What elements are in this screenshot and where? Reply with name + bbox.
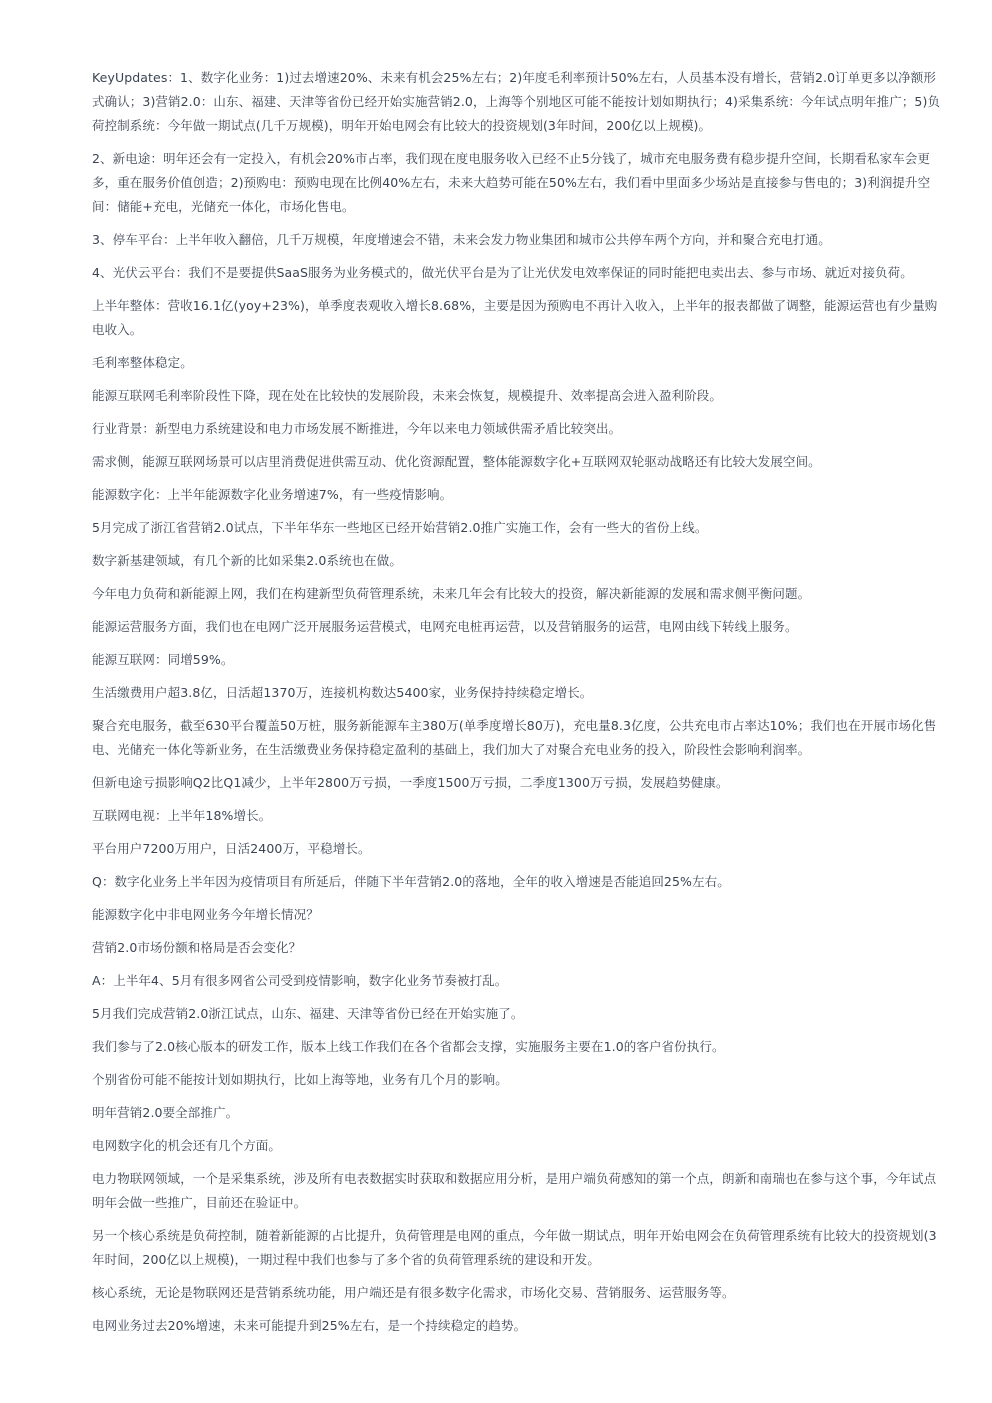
paragraph-aggregated-charging: 聚合充电服务，截至630平台覆盖50万桩，服务新能源车主380万(单季度增长80万)，充电量8.3亿度，公共充电市占率达10%；我们也在开展市场化售电、光储充一体化等新业务，在生活缴费业务保持稳定盈利的基础上，我们加大了对聚合充电业务的投入，阶段性会影响利润率。: [92, 718, 937, 757]
paragraph-answer-load-control: 另一个核心系统是负荷控制，随着新能源的占比提升，负荷管理是电网的重点，今年做一期试点，明年开始电网会在负荷管理系统有比较大的投资规划(3年时间，200亿以上规模)，一期过程中我们也参与了多个省的负荷管理系统的建设和开发。: [92, 1228, 937, 1267]
paragraph-answer-pilot: 5月我们完成营销2.0浙江试点，山东、福建、天津等省份已经在开始实施了。: [92, 1006, 524, 1021]
paragraph-utility-payment-users: 生活缴费用户超3.8亿，日活超1370万，连接机构数达5400家，业务保持持续稳定增长。: [92, 685, 593, 700]
paragraph-parking-platform: 3、停车平台：上半年收入翻倍，几千万规模，年度增速会不错，未来会发力物业集团和城市公共停车两个方向，并和聚合充电打通。: [92, 232, 831, 247]
paragraph-h1-overall: 上半年整体：营收16.1亿(yoy+23%)，单季度表观收入增长8.68%，主要是因为预购电不再计入收入，上半年的报表都做了调整，能源运营也有少量购电收入。: [92, 298, 938, 337]
paragraph-energy-digitalization: 能源数字化：上半年能源数字化业务增速7%，有一些疫情影响。: [92, 487, 453, 502]
paragraph-answer-covid: A：上半年4、5月有很多网省公司受到疫情影响，数字化业务节奏被打乱。: [92, 973, 508, 988]
paragraph-energy-internet-margin: 能源互联网毛利率阶段性下降，现在处在比较快的发展阶段，未来会恢复，规模提升、效率提高会进入盈利阶段。: [92, 388, 723, 403]
paragraph-answer-core-systems: 核心系统，无论是物联网还是营销系统功能，用户端还是有很多数字化需求，市场化交易、营销服务、运营服务等。: [92, 1285, 735, 1300]
paragraph-key-updates: KeyUpdates：1、数字化业务：1)过去增速20%、未来有机会25%左右；2)年度毛利率预计50%左右，人员基本没有增长，营销2.0订单更多以净额形式确认；3)营销2.0：山东、福建、天津等省份已经开始实施营销2.0，上海等个别地区可能不能按计划如期执行；4)采集系统：今年试点明年推广；5)负荷控制系统：今年做一期试点(几千万规模)，明年开始电网会有比较大的投资规划(3年时间，200亿以上规模)。: [92, 70, 941, 133]
paragraph-answer-core-version: 我们参与了2.0核心版本的研发工作，版本上线工作我们在各个省都会支撑，实施服务主要在1.0的客户省份执行。: [92, 1039, 725, 1054]
paragraph-answer-delays: 个别省份可能不能按计划如期执行，比如上海等地，业务有几个月的影响。: [92, 1072, 508, 1087]
paragraph-answer-next-year: 明年营销2.0要全部推广。: [92, 1105, 239, 1120]
paragraph-new-dian-tu: 2、新电途：明年还会有一定投入，有机会20%市占率，我们现在度电服务收入已经不止5分钱了，城市充电服务费有稳步提升空间，长期看私家车会更多，重在服务价值创造；2)预购电：预购电现在比例40%左右，未来大趋势可能在50%左右，我们看中里面多少场站是直接参与售电的；3)利润提升空间：储能+充电，光储充一体化，市场化售电。: [92, 151, 931, 214]
paragraph-question-market-share: 营销2.0市场份额和格局是否会变化？: [92, 940, 302, 955]
paragraph-demand-side: 需求侧，能源互联网场景可以店里消费促进供需互动、优化资源配置，整体能源数字化+互联网双轮驱动战略还有比较大发展空间。: [92, 454, 821, 469]
paragraph-answer-opportunities: 电网数字化的机会还有几个方面。: [92, 1138, 282, 1153]
paragraph-platform-users: 平台用户7200万用户，日活2400万，平稳增长。: [92, 841, 371, 856]
paragraph-industry-background: 行业背景：新型电力系统建设和电力市场发展不断推进，今年以来电力领域供需矛盾比较突出。: [92, 421, 622, 436]
paragraph-energy-internet-growth: 能源互联网：同增59%。: [92, 652, 234, 667]
paragraph-digital-infrastructure: 数字新基建领域，有几个新的比如采集2.0系统也在做。: [92, 553, 402, 568]
paragraph-question-growth: Q：数字化业务上半年因为疫情项目有所延后，伴随下半年营销2.0的落地，全年的收入增速是否能追回25%左右。: [92, 874, 730, 889]
paragraph-answer-iot-collection: 电力物联网领域，一个是采集系统，涉及所有电表数据实时获取和数据应用分析，是用户端负荷感知的第一个点，朗新和南瑞也在参与这个事，今年试点明年会做一些推广，目前还在验证中。: [92, 1171, 937, 1210]
paragraph-answer-grid-growth: 电网业务过去20%增速，未来可能提升到25%左右，是一个持续稳定的趋势。: [92, 1318, 527, 1333]
paragraph-new-dian-tu-losses: 但新电途亏损影响Q2比Q1减少，上半年2800万亏损，一季度1500万亏损，二季度1300万亏损，发展趋势健康。: [92, 775, 729, 790]
paragraph-load-management: 今年电力负荷和新能源上网，我们在构建新型负荷管理系统，未来几年会有比较大的投资，解决新能源的发展和需求侧平衡问题。: [92, 586, 811, 601]
paragraph-question-non-grid: 能源数字化中非电网业务今年增长情况？: [92, 907, 319, 922]
paragraph-energy-operation: 能源运营服务方面，我们也在电网广泛开展服务运营模式，电网充电桩再运营，以及营销服务的运营，电网由线下转线上服务。: [92, 619, 798, 634]
document-body: [92, 66, 944, 1347]
paragraph-gross-margin: 毛利率整体稳定。: [92, 355, 193, 370]
paragraph-pv-cloud-platform: 4、光伏云平台：我们不是要提供SaaS服务为业务模式的，做光伏平台是为了让光伏发电效率保证的同时能把电卖出去、参与市场、就近对接负荷。: [92, 265, 913, 280]
paragraph-zhejiang-pilot: 5月完成了浙江省营销2.0试点，下半年华东一些地区已经开始营销2.0推广实施工作，会有一些大的省份上线。: [92, 520, 708, 535]
paragraph-internet-tv: 互联网电视：上半年18%增长。: [92, 808, 272, 823]
